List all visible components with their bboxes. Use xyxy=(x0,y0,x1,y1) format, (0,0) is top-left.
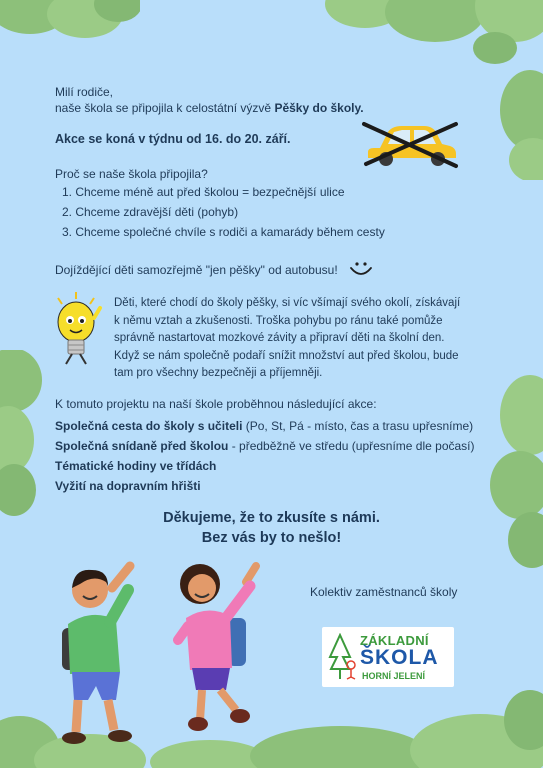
tree-house-logo-icon xyxy=(328,633,358,681)
activity-title: Společná snídaně před školou xyxy=(55,439,229,453)
activity-title: Tématické hodiny ve třídách xyxy=(55,459,217,473)
activity-detail: - předběžně ve středu (upřesníme dle počasí) xyxy=(228,439,475,453)
smiley-icon xyxy=(348,258,374,280)
foliage-right-middle xyxy=(485,70,543,180)
greeting-text: naše škola se připojila k celostátní výzvě xyxy=(55,101,275,115)
list-item xyxy=(55,476,475,496)
paragraph-line: Když se nám společně podaří snížit množství aut před školou, bude xyxy=(114,349,459,362)
list-item xyxy=(55,456,475,476)
thanks-line-1: Děkujeme, že to zkusíte s námi. xyxy=(163,510,380,526)
foliage-top-right xyxy=(325,0,543,80)
challenge-name: Pěšky do školy. xyxy=(274,101,364,115)
thanks-line-2: Bez vás by to nešlo! xyxy=(201,530,342,546)
activity-detail: (Po, St, Pá - místo, čas a trasu upřesníme) xyxy=(242,419,474,433)
commuters-note: Dojíždějící děti samozřejmě "jen pěšky" od autobusu! xyxy=(55,263,338,277)
paragraph-line: Děti, které chodí do školy pěšky, si víc všímají svého okolí, získávají xyxy=(114,297,461,309)
lightbulb-icon xyxy=(46,290,106,366)
activities-intro: K tomuto projektu na naší škole proběhnou následující akce: xyxy=(55,397,377,411)
greeting-line-1: Milí rodiče, xyxy=(55,85,114,99)
list-item xyxy=(55,416,475,436)
activity-title: Společná cesta do školy s učiteli xyxy=(55,419,243,433)
why-question: Proč se naše škola připojila? xyxy=(55,167,208,181)
benefits-paragraph xyxy=(114,295,476,383)
list-item: 2. Chceme zdravější děti (pohyb) xyxy=(62,205,239,219)
foliage-top-left xyxy=(0,0,140,60)
logo-word-3: HORNÍ JELENÍ xyxy=(362,671,426,681)
logo-word-2: ŠKOLA xyxy=(360,646,439,669)
foliage-left-middle xyxy=(0,350,60,520)
activities-list xyxy=(55,416,475,496)
why-list xyxy=(62,185,385,245)
paragraph-line: tam pro všechny bezpečněji a příjemněji. xyxy=(114,367,323,380)
activity-title: Vyžití na dopravním hřišti xyxy=(55,479,201,493)
logo-word-1: ZÁKLADNÍ xyxy=(360,633,429,648)
announcement: Akce se koná v týdnu od 16. do 20. září. xyxy=(55,132,291,146)
list-item: 3. Chceme společné chvíle s rodiči a kamarády během cesty xyxy=(62,225,385,239)
crossed-car-icon xyxy=(358,118,462,170)
paragraph-line: správně nastartovat mozkové závity a připraví děti na školní den. xyxy=(114,332,445,345)
signature: Kolektiv zaměstnanců školy xyxy=(310,585,458,599)
school-logo xyxy=(322,627,454,687)
greeting-line-2 xyxy=(55,100,364,116)
paragraph-line: k němu vztah a zkušenosti. Troška pohybu po ránu také pomůže xyxy=(114,314,443,327)
walking-kids-illustration xyxy=(50,560,280,750)
list-item: 1. Chceme méně aut před školou = bezpečnější ulice xyxy=(62,185,345,199)
list-item xyxy=(55,436,475,456)
